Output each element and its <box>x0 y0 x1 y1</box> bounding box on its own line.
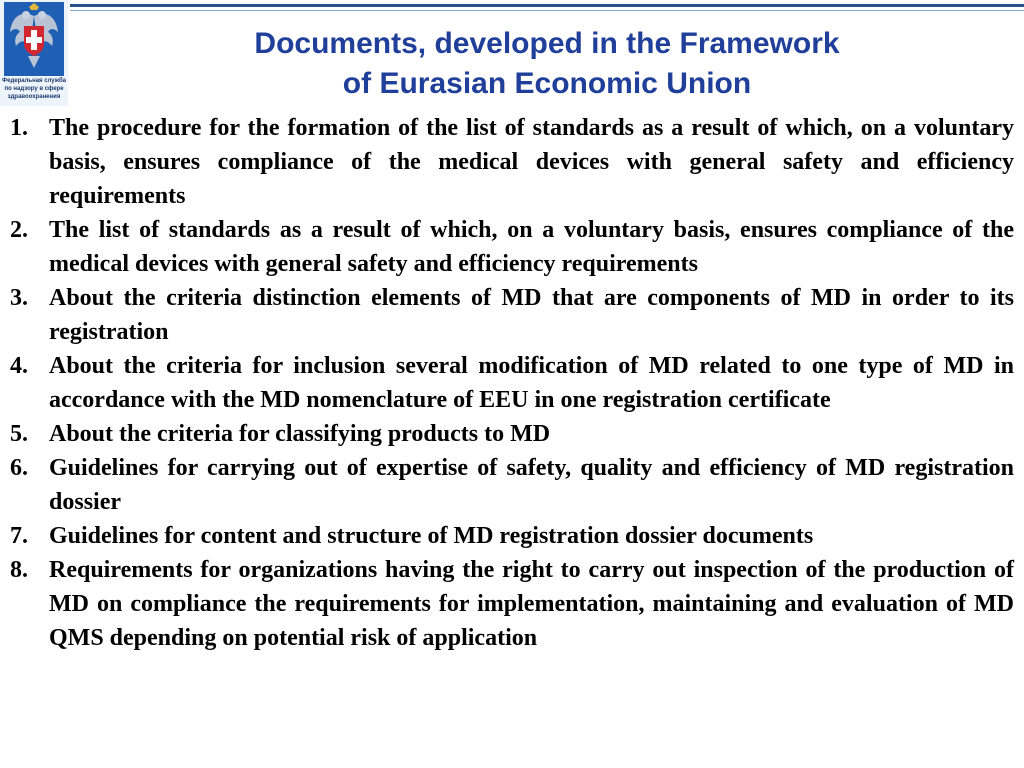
double-headed-eagle-emblem-icon <box>4 2 64 76</box>
header-rule-thin <box>70 10 1024 11</box>
list-item-number: 6. <box>10 455 28 481</box>
logo-caption-line: Федеральная служба <box>1 78 66 84</box>
list-item-number: 1. <box>10 115 28 141</box>
list-item-number: 3. <box>10 285 28 311</box>
list-item <box>10 519 1014 553</box>
logo-caption-line: по надзору в сфере <box>4 86 64 92</box>
list-item-text: About the criteria for inclusion several modification of MD related to one type of MD in accordance with the MD nomenclature of EEU in one registration certificate <box>49 353 1014 413</box>
slide-title-line-2: of Eurasian Economic Union <box>342 67 752 100</box>
list-item-number: 4. <box>10 353 28 379</box>
list-item-number: 2. <box>10 217 28 243</box>
list-item-text: About the criteria for classifying products to MD <box>49 421 551 447</box>
list-item-text: The list of standards as a result of which, on a voluntary basis, ensures compliance of the medical devices with general safety and efficiency requirements <box>49 217 1014 277</box>
list-item <box>10 349 1014 417</box>
list-item <box>10 281 1014 349</box>
list-item-text: About the criteria distinction elements of MD that are components of MD in order to its registration <box>49 285 1014 345</box>
list-item <box>10 417 1014 451</box>
list-item-number: 8. <box>10 557 28 583</box>
list-item-number: 7. <box>10 523 28 549</box>
list-item <box>10 111 1014 213</box>
list-item-text: Guidelines for carrying out of expertise of safety, quality and efficiency of MD registration dossier <box>49 455 1014 515</box>
slide-title <box>70 24 1024 104</box>
agency-logo-caption <box>0 77 68 101</box>
list-item <box>10 451 1014 519</box>
documents-list <box>10 111 1014 655</box>
list-item-number: 5. <box>10 421 28 447</box>
list-item-text: Guidelines for content and structure of MD registration dossier documents <box>49 523 814 549</box>
list-item <box>10 213 1014 281</box>
agency-logo <box>0 0 68 106</box>
list-item-text: Requirements for organizations having the right to carry out inspection of the production of MD on compliance the requirements for implementation, maintaining and evaluation of MD QMS depending on potential risk of application <box>49 557 1014 651</box>
list-item-text: The procedure for the formation of the list of standards as a result of which, on a voluntary basis, ensures compliance of the medical devices with general safety and efficiency requirements <box>49 115 1014 209</box>
slide-title-line-1: Documents, developed in the Framework <box>254 27 840 60</box>
list-item <box>10 553 1014 655</box>
header-rule <box>70 4 1024 7</box>
logo-caption-line: здравоохранения <box>7 94 61 100</box>
